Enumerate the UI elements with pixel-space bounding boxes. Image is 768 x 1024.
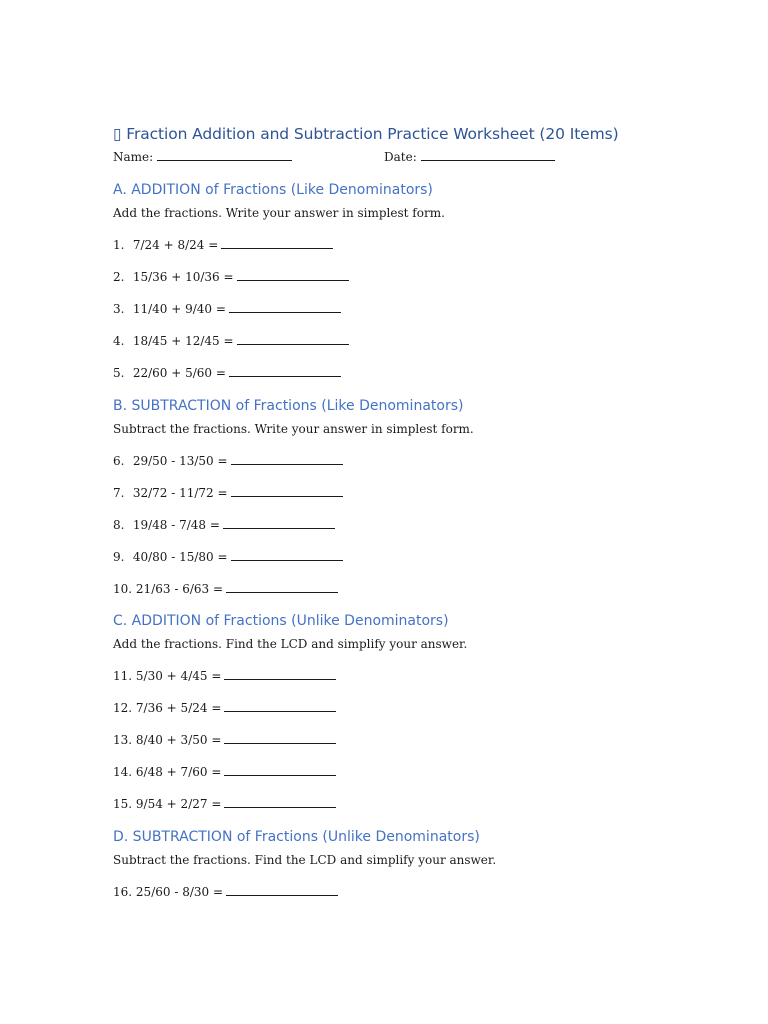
answer-blank[interactable] bbox=[224, 733, 336, 744]
section-c-instruction: Add the fractions. Find the LCD and simplify your answer. bbox=[113, 637, 468, 651]
date-label: Date: bbox=[384, 150, 421, 164]
answer-blank[interactable] bbox=[224, 669, 336, 680]
problem-item bbox=[113, 765, 336, 779]
problem-expression: 11/40 + 9/40 = bbox=[132, 302, 226, 316]
section-d-instruction: Subtract the fractions. Find the LCD and simplify your answer. bbox=[113, 853, 497, 867]
problem-expression: 5/30 + 4/45 = bbox=[135, 669, 222, 683]
name-label: Name: bbox=[113, 150, 157, 164]
answer-blank[interactable] bbox=[223, 518, 335, 529]
problem-item bbox=[113, 550, 343, 564]
name-line bbox=[113, 150, 292, 164]
problem-item bbox=[113, 885, 338, 899]
section-a-instruction: Add the fractions. Write your answer in simplest form. bbox=[113, 206, 445, 220]
problem-expression: 6/48 + 7/60 = bbox=[135, 765, 222, 779]
problem-expression: 32/72 - 11/72 = bbox=[132, 486, 228, 500]
problem-expression: 25/60 - 8/30 = bbox=[135, 885, 224, 899]
answer-blank[interactable] bbox=[231, 486, 343, 497]
problem-item bbox=[113, 366, 341, 380]
answer-blank[interactable] bbox=[224, 765, 336, 776]
problem-item bbox=[113, 582, 338, 596]
problem-expression: 22/60 + 5/60 = bbox=[132, 366, 226, 380]
answer-blank[interactable] bbox=[224, 797, 336, 808]
answer-blank[interactable] bbox=[231, 550, 343, 561]
answer-blank[interactable] bbox=[226, 582, 338, 593]
problem-number: 12. bbox=[113, 701, 133, 715]
answer-blank[interactable] bbox=[229, 366, 341, 377]
worksheet-title: ▯ Fraction Addition and Subtraction Practice Worksheet (20 Items) bbox=[113, 125, 619, 143]
section-b-instruction: Subtract the fractions. Write your answer in simplest form. bbox=[113, 422, 474, 436]
problem-item bbox=[113, 797, 336, 811]
problem-item bbox=[113, 669, 336, 683]
problem-number: 16. bbox=[113, 885, 133, 899]
problem-number: 1. bbox=[113, 238, 125, 252]
problem-item bbox=[113, 701, 336, 715]
answer-blank[interactable] bbox=[221, 238, 333, 249]
answer-blank[interactable] bbox=[231, 454, 343, 465]
problem-number: 7. bbox=[113, 486, 125, 500]
section-c-heading: C. ADDITION of Fractions (Unlike Denominators) bbox=[113, 613, 449, 629]
answer-blank[interactable] bbox=[229, 302, 341, 313]
problem-number: 11. bbox=[113, 669, 133, 683]
problem-expression: 9/54 + 2/27 = bbox=[135, 797, 222, 811]
problem-expression: 7/24 + 8/24 = bbox=[132, 238, 219, 252]
problem-number: 4. bbox=[113, 334, 125, 348]
problem-number: 15. bbox=[113, 797, 133, 811]
problem-number: 5. bbox=[113, 366, 125, 380]
section-b-heading: B. SUBTRACTION of Fractions (Like Denominators) bbox=[113, 398, 464, 414]
problem-item bbox=[113, 270, 349, 284]
problem-item bbox=[113, 334, 349, 348]
problem-item bbox=[113, 302, 341, 316]
section-d-heading: D. SUBTRACTION of Fractions (Unlike Denominators) bbox=[113, 829, 480, 845]
problem-expression: 15/36 + 10/36 = bbox=[132, 270, 234, 284]
problem-number: 10. bbox=[113, 582, 133, 596]
problem-number: 8. bbox=[113, 518, 125, 532]
problem-item bbox=[113, 454, 343, 468]
problem-expression: 19/48 - 7/48 = bbox=[132, 518, 220, 532]
name-blank[interactable] bbox=[157, 150, 292, 161]
problem-expression: 21/63 - 6/63 = bbox=[135, 582, 224, 596]
problem-number: 14. bbox=[113, 765, 133, 779]
problem-number: 2. bbox=[113, 270, 125, 284]
problem-item bbox=[113, 238, 333, 252]
problem-number: 3. bbox=[113, 302, 125, 316]
section-a-heading: A. ADDITION of Fractions (Like Denominators) bbox=[113, 182, 433, 198]
problem-number: 13. bbox=[113, 733, 133, 747]
problem-number: 9. bbox=[113, 550, 125, 564]
problem-item bbox=[113, 733, 336, 747]
problem-expression: 7/36 + 5/24 = bbox=[135, 701, 222, 715]
answer-blank[interactable] bbox=[224, 701, 336, 712]
problem-expression: 29/50 - 13/50 = bbox=[132, 454, 228, 468]
problem-number: 6. bbox=[113, 454, 125, 468]
answer-blank[interactable] bbox=[237, 270, 349, 281]
problem-expression: 8/40 + 3/50 = bbox=[135, 733, 222, 747]
date-blank[interactable] bbox=[421, 150, 555, 161]
answer-blank[interactable] bbox=[237, 334, 349, 345]
answer-blank[interactable] bbox=[226, 885, 338, 896]
problem-expression: 18/45 + 12/45 = bbox=[132, 334, 234, 348]
problem-item bbox=[113, 518, 335, 532]
date-line bbox=[384, 150, 555, 164]
problem-expression: 40/80 - 15/80 = bbox=[132, 550, 228, 564]
problem-item bbox=[113, 486, 343, 500]
